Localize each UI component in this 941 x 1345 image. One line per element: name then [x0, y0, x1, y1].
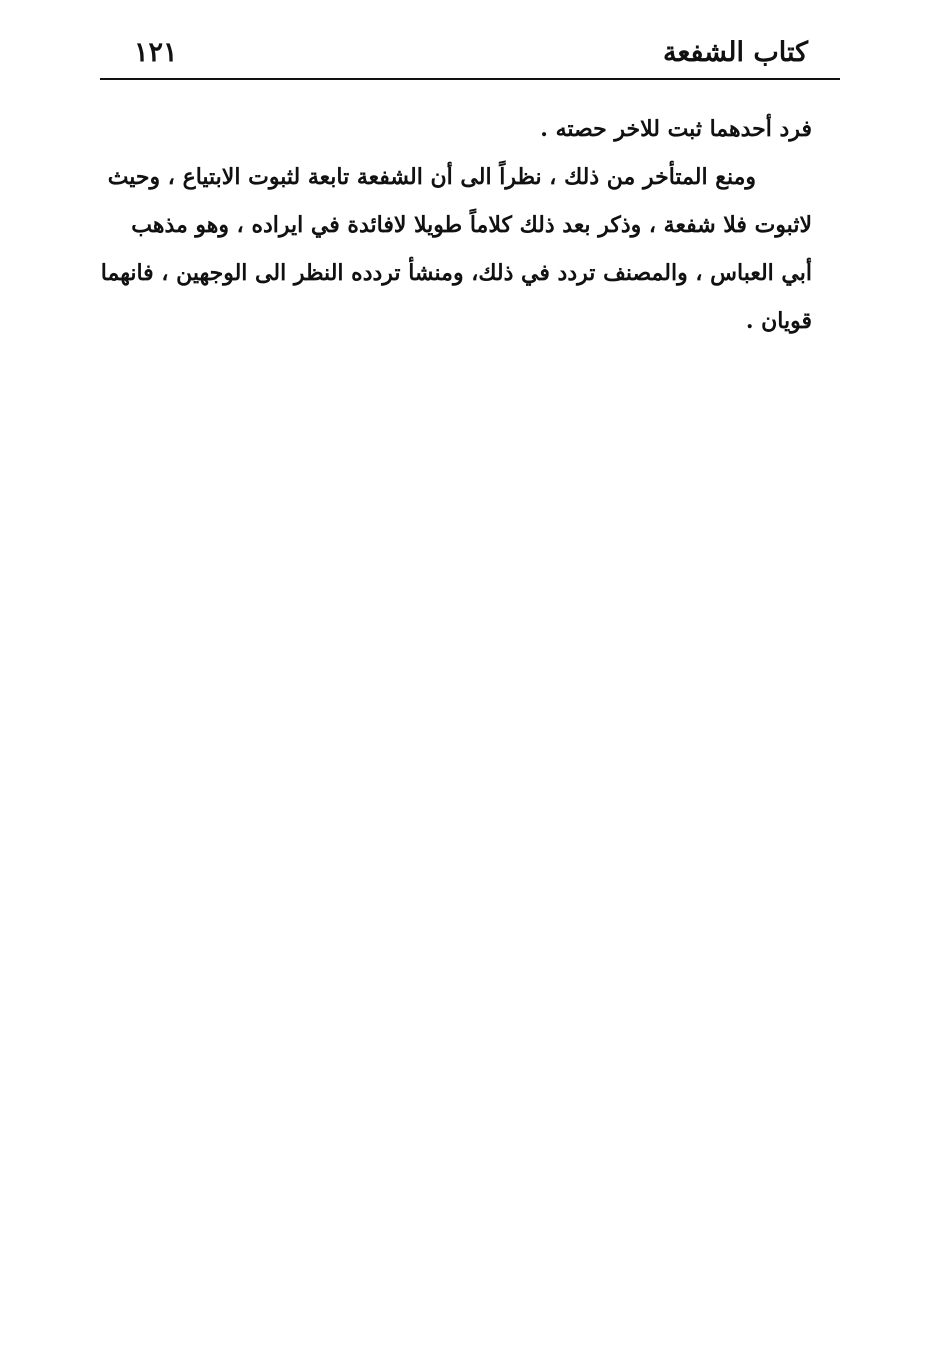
page-number: ١٢١: [134, 37, 178, 68]
text-line: لاثبوت فلا شفعة ، وذكر بعد ذلك كلاماً طويلا لافائدة في ايراده ، وهو مذهب: [131, 212, 812, 238]
body-text: [100, 105, 812, 345]
text-line: أبي العباس ، والمصنف تردد في ذلك، ومنشأ تردده النظر الى الوجهين ، فانهما: [100, 260, 812, 286]
running-title: كتاب الشفعة: [662, 37, 808, 68]
page-header: [100, 30, 840, 80]
text-line: ومنع المتأخر من ذلك ، نظراً الى أن الشفعة تابعة لثبوت الابتياع ، وحيث: [107, 164, 756, 190]
text-line: قويان .: [745, 308, 812, 334]
text-line: فرد أحدهما ثبت للاخر حصته .: [540, 116, 812, 142]
